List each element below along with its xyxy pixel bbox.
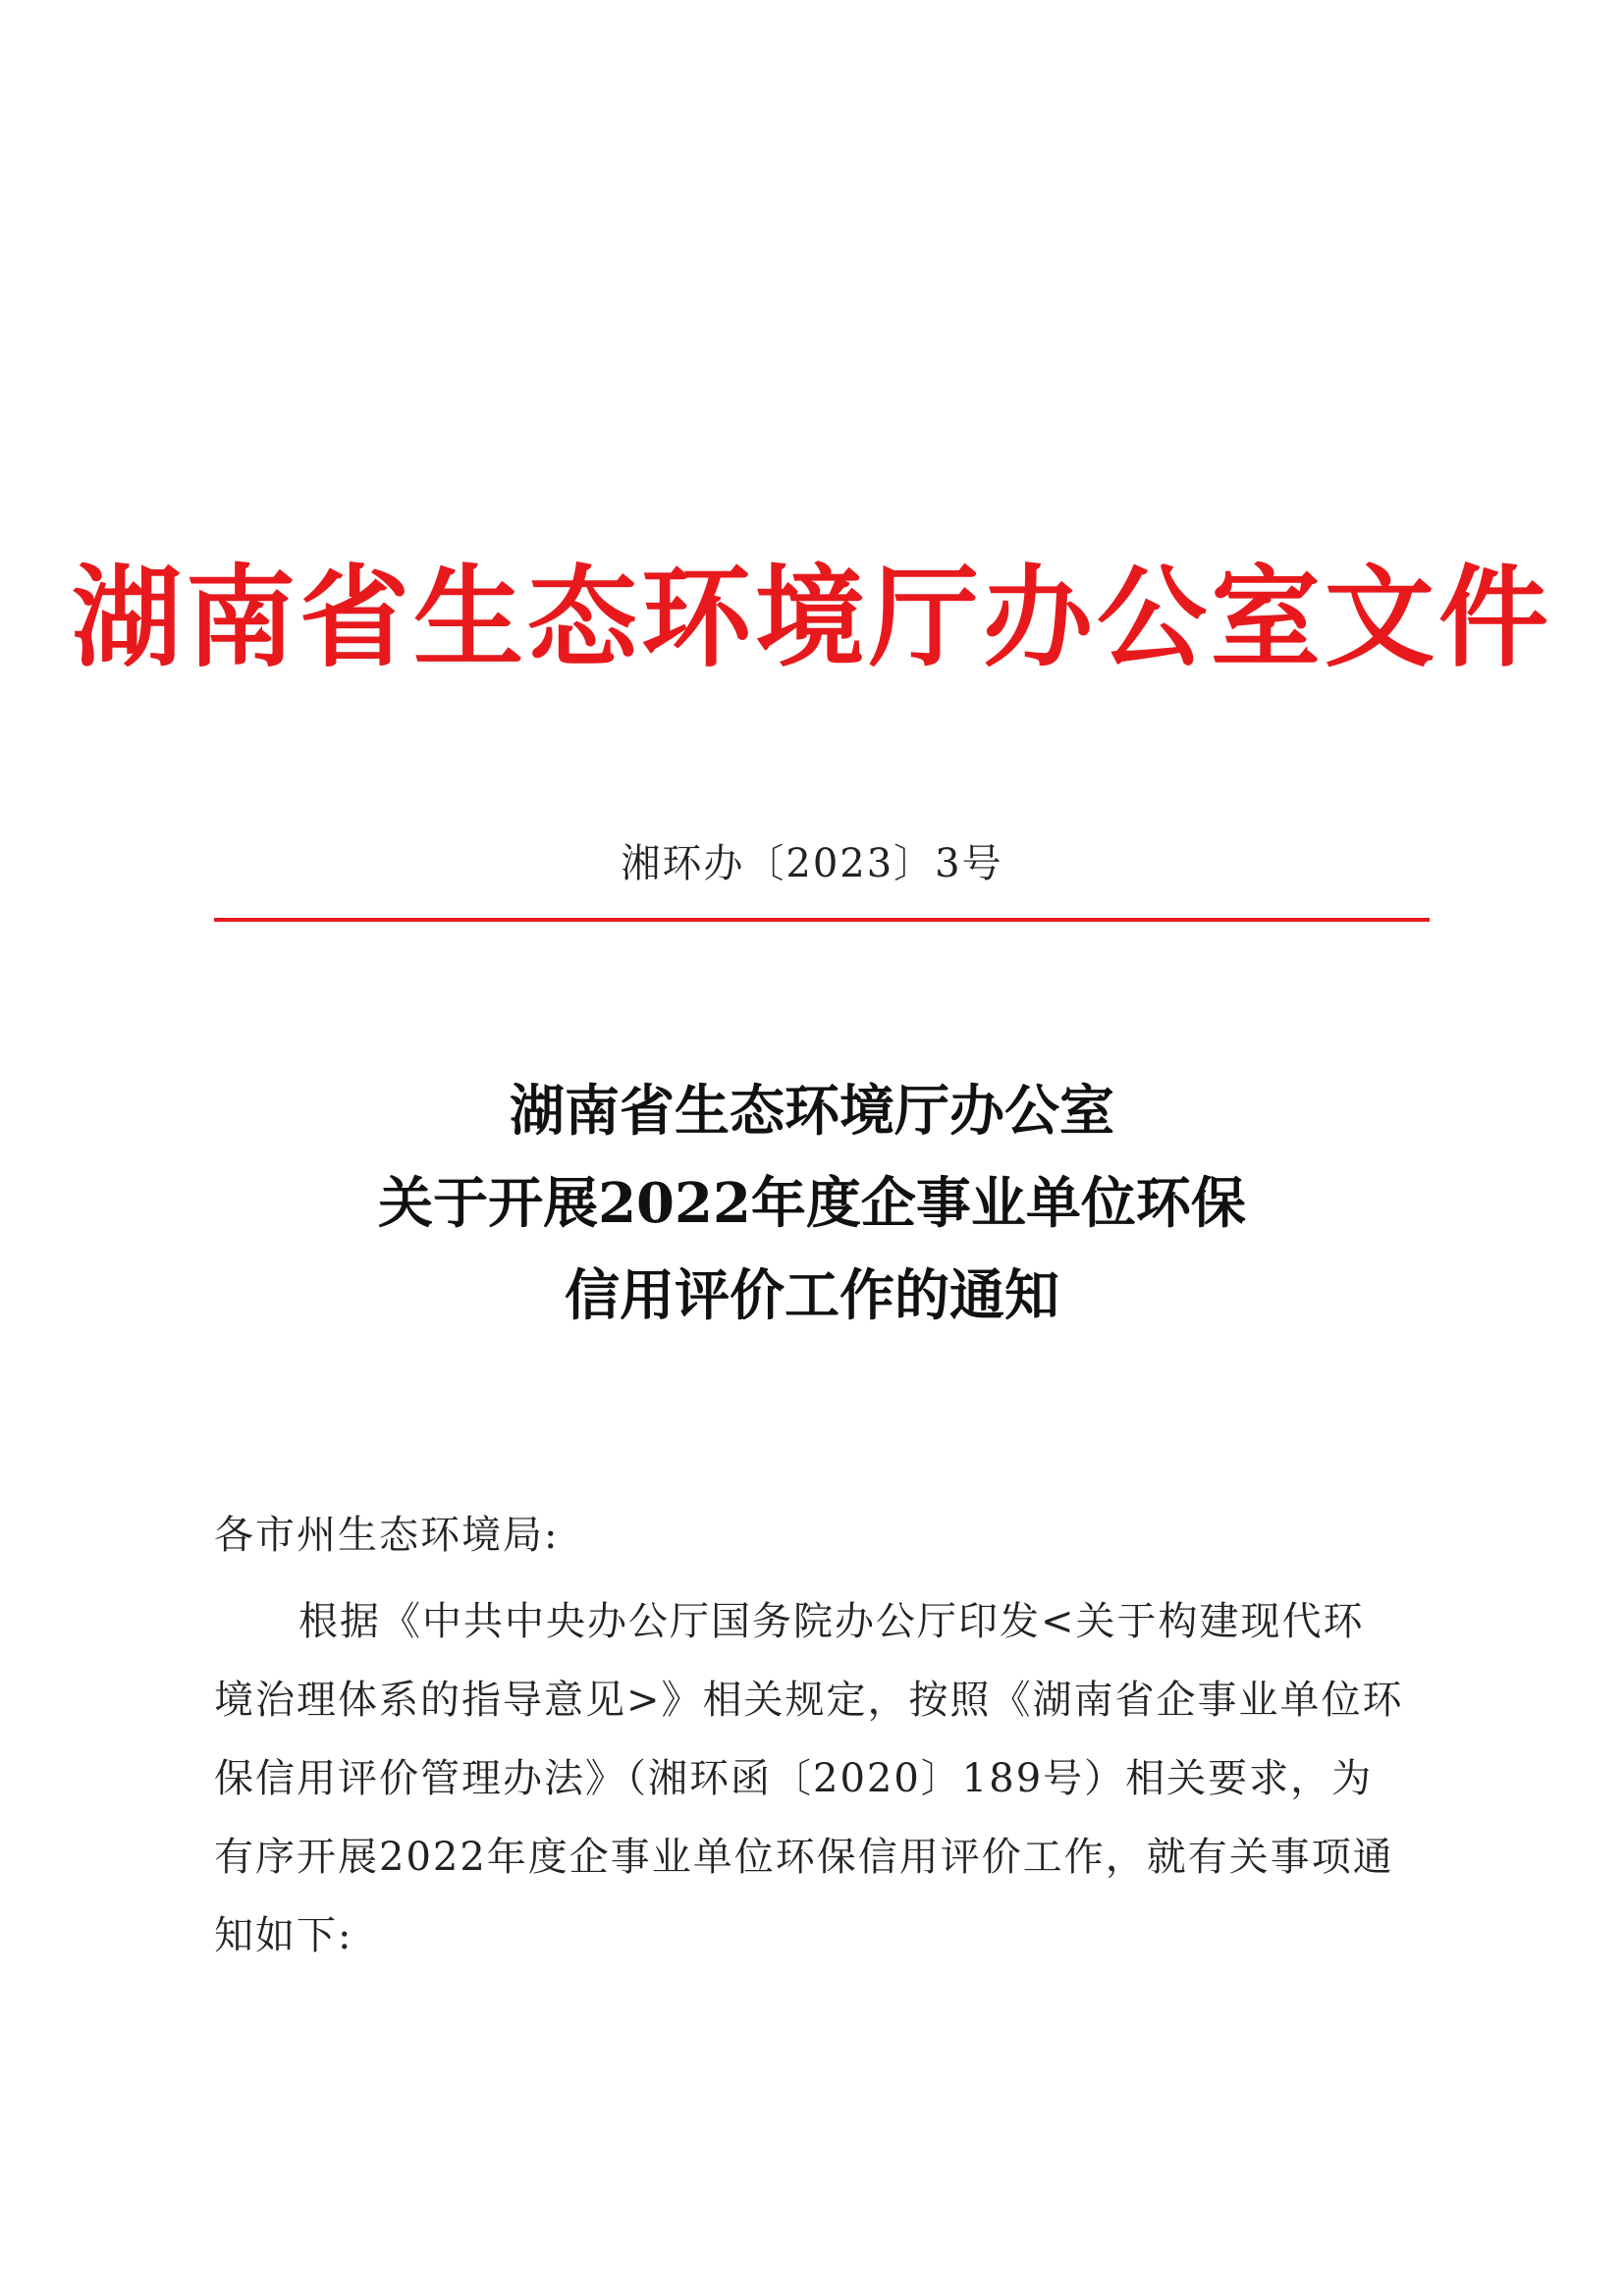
- body-line-1: 根据《中共中央办公厅国务院办公厅印发<关于构建现代环: [298, 1599, 1365, 1644]
- salutation: 各市州生态环境局:: [214, 1513, 560, 1558]
- body-line-5: 知如下:: [214, 1913, 353, 1958]
- red-separator-line: [214, 918, 1430, 922]
- title-line-3: 信用评价工作的通知: [565, 1263, 1059, 1328]
- document-number: 湘环办〔2023〕3号: [621, 841, 1003, 886]
- body-line-3: 保信用评价管理办法》（湘环函〔2020〕189号）相关要求，为: [214, 1756, 1374, 1801]
- masthead-title: 湖南省生态环境厅办公室文件: [72, 554, 1552, 682]
- notice-title: [0, 1065, 1624, 1342]
- body-line-4: 有序开展2022年度企事业单位环保信用评价工作，就有关事项通: [214, 1835, 1394, 1880]
- body-paragraph: [214, 1582, 1432, 1975]
- title-line-1: 湖南省生态环境厅办公室: [510, 1079, 1114, 1144]
- body-line-2: 境治理体系的指导意见>》相关规定，按照《湖南省企事业单位环: [214, 1678, 1404, 1723]
- title-line-2: 关于开展2022年度企事业单位环保: [378, 1171, 1246, 1236]
